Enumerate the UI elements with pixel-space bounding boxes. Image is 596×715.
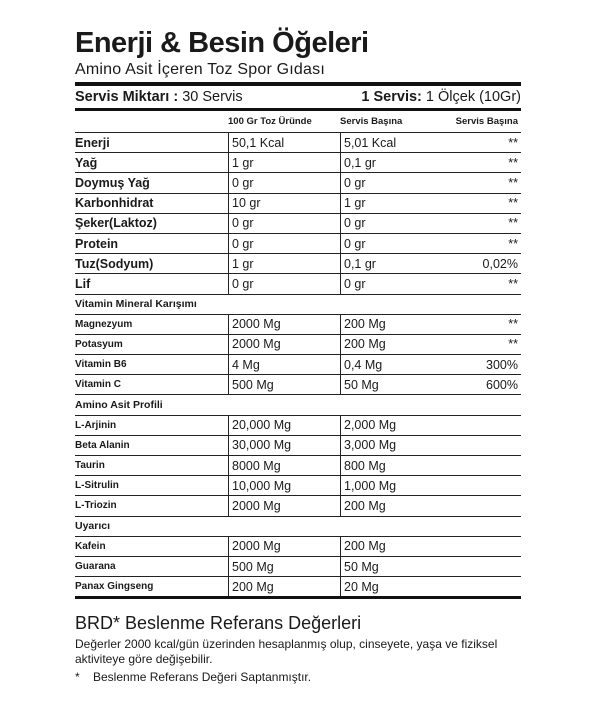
value-per-100g: 2000 Mg	[228, 496, 340, 515]
nutrient-name: Doymuş Yağ	[75, 175, 150, 190]
reference-value: **	[508, 135, 518, 150]
table-row	[75, 475, 521, 495]
reference-value: **	[508, 337, 518, 352]
value-per-100g: 10,000 Mg	[228, 476, 340, 495]
value-per-serving: 200 Mg	[340, 335, 431, 354]
table-row	[75, 253, 521, 273]
value-per-100g: 8000 Mg	[228, 456, 340, 475]
serving-size-value: 1 Ölçek (10Gr)	[425, 89, 521, 105]
reference-value: **	[508, 317, 518, 332]
nutrient-name: Guarana	[75, 561, 116, 573]
value-per-100g: 30,000 Mg	[228, 436, 340, 455]
serving-amount-label: Servis Miktarı :	[75, 89, 179, 105]
table-row	[75, 374, 521, 394]
value-per-serving: 0 gr	[340, 214, 431, 233]
reference-value	[431, 577, 522, 596]
table-row	[75, 415, 521, 435]
table-row	[75, 213, 521, 233]
value-per-serving: 0 gr	[340, 173, 431, 192]
brd-footnote	[75, 670, 525, 685]
reference-notes	[75, 612, 525, 685]
table-row	[75, 435, 521, 455]
value-per-serving: 800 Mg	[340, 456, 431, 475]
value-per-serving: 0 gr	[340, 274, 431, 293]
serving-size	[361, 89, 521, 105]
value-per-serving: 2,000 Mg	[340, 416, 431, 435]
section-title: Vitamin Mineral Karışımı	[75, 294, 521, 314]
value-per-100g: 200 Mg	[228, 577, 340, 596]
serving-amount	[75, 89, 243, 105]
footnote-text: Beslenme Referans Değeri Saptanmıştır.	[93, 670, 312, 684]
reference-value: 0,02%	[482, 256, 518, 271]
reference-value: **	[508, 236, 518, 251]
nutrient-name: Vitamin C	[75, 379, 121, 391]
page-title: Enerji & Besin Öğeleri	[75, 27, 369, 59]
value-per-serving: 0,1 gr	[340, 254, 431, 273]
reference-value	[431, 557, 522, 576]
value-per-100g: 2000 Mg	[228, 335, 340, 354]
brd-title: BRD* Beslenme Referans Değerleri	[75, 613, 362, 633]
nutrient-name: Şeker(Laktoz)	[75, 216, 157, 231]
value-per-serving: 200 Mg	[340, 315, 431, 334]
nutrient-name: Tuz(Sodyum)	[75, 256, 154, 271]
col-header-reference: Servis Başına	[455, 116, 518, 127]
nutrient-name: Karbonhidrat	[75, 196, 154, 211]
value-per-100g: 0 gr	[228, 274, 340, 293]
table-row	[75, 172, 521, 192]
table-row	[75, 495, 521, 515]
value-per-serving: 200 Mg	[340, 496, 431, 515]
nutrient-name: L-Sitrulin	[75, 480, 119, 492]
serving-size-label: 1 Servis:	[361, 89, 422, 105]
divider	[75, 596, 521, 599]
nutrient-name: Kafein	[75, 540, 106, 552]
table-header	[75, 111, 521, 132]
value-per-100g: 4 Mg	[228, 355, 340, 374]
nutrient-name: Taurin	[75, 460, 105, 472]
col-header-serving: Servis Başına	[340, 116, 403, 127]
nutrition-table	[75, 132, 521, 596]
nutrient-name: Lif	[75, 276, 91, 291]
value-per-100g: 500 Mg	[228, 375, 340, 394]
table-row	[75, 314, 521, 334]
table-row	[75, 536, 521, 556]
value-per-serving: 0,1 gr	[340, 153, 431, 172]
value-per-serving: 0,4 Mg	[340, 355, 431, 374]
reference-value: **	[508, 216, 518, 231]
reference-value: **	[508, 196, 518, 211]
section-title: Uyarıcı	[75, 516, 521, 536]
nutrient-name: Vitamin B6	[75, 359, 127, 371]
reference-value	[431, 496, 522, 515]
nutrient-name: Potasyum	[75, 338, 123, 350]
value-per-serving: 0 gr	[340, 234, 431, 253]
reference-value: 600%	[486, 377, 518, 392]
reference-value	[431, 436, 522, 455]
reference-value	[431, 476, 522, 495]
table-row	[75, 152, 521, 172]
value-per-serving: 1 gr	[340, 194, 431, 213]
col-header-100g: 100 Gr Toz Üründe	[228, 116, 312, 127]
table-row	[75, 193, 521, 213]
value-per-100g: 0 gr	[228, 214, 340, 233]
serving-amount-value: 30 Servis	[182, 89, 243, 105]
value-per-100g: 2000 Mg	[228, 537, 340, 556]
value-per-serving: 20 Mg	[340, 577, 431, 596]
reference-value	[431, 537, 522, 556]
value-per-serving: 3,000 Mg	[340, 436, 431, 455]
table-row	[75, 576, 521, 596]
value-per-serving: 50 Mg	[340, 375, 431, 394]
reference-value: **	[508, 155, 518, 170]
value-per-serving: 5,01 Kcal	[340, 133, 431, 152]
section-title: Amino Asit Profili	[75, 394, 521, 414]
table-row	[75, 556, 521, 576]
nutrient-name: L-Arjinin	[75, 419, 117, 431]
value-per-100g: 0 gr	[228, 173, 340, 192]
value-per-100g: 0 gr	[228, 234, 340, 253]
nutrient-name: Beta Alanin	[75, 439, 130, 451]
value-per-serving: 50 Mg	[340, 557, 431, 576]
table-row	[75, 455, 521, 475]
value-per-100g: 500 Mg	[228, 557, 340, 576]
value-per-serving: 1,000 Mg	[340, 476, 431, 495]
reference-value	[431, 456, 522, 475]
value-per-100g: 1 gr	[228, 254, 340, 273]
nutrient-name: L-Triozin	[75, 500, 117, 512]
nutrient-name: Yağ	[75, 155, 98, 170]
table-row	[75, 354, 521, 374]
table-row	[75, 273, 521, 293]
reference-value: 300%	[486, 357, 518, 372]
value-per-100g: 20,000 Mg	[228, 416, 340, 435]
reference-value: **	[508, 276, 518, 291]
page-subtitle: Amino Asit İçeren Toz Spor Gıdası	[75, 61, 325, 78]
table-row	[75, 334, 521, 354]
value-per-serving: 200 Mg	[340, 537, 431, 556]
value-per-100g: 2000 Mg	[228, 315, 340, 334]
value-per-100g: 50,1 Kcal	[228, 133, 340, 152]
brd-text: Değerler 2000 kcal/gün üzerinden hesaplanmış olup, cinseyete, yaşa ve fiziksel aktiviteye göre değişebilir.	[75, 637, 498, 666]
nutrient-name: Magnezyum	[75, 318, 133, 330]
nutrition-panel	[75, 26, 521, 599]
nutrient-name: Protein	[75, 236, 119, 251]
table-row	[75, 233, 521, 253]
footnote-mark: *	[75, 670, 80, 684]
nutrient-name: Panax Gingseng	[75, 581, 154, 593]
value-per-100g: 1 gr	[228, 153, 340, 172]
reference-value	[431, 416, 522, 435]
serving-info	[75, 86, 521, 108]
table-row	[75, 132, 521, 152]
value-per-100g: 10 gr	[228, 194, 340, 213]
reference-value: **	[508, 175, 518, 190]
nutrient-name: Enerji	[75, 135, 110, 150]
